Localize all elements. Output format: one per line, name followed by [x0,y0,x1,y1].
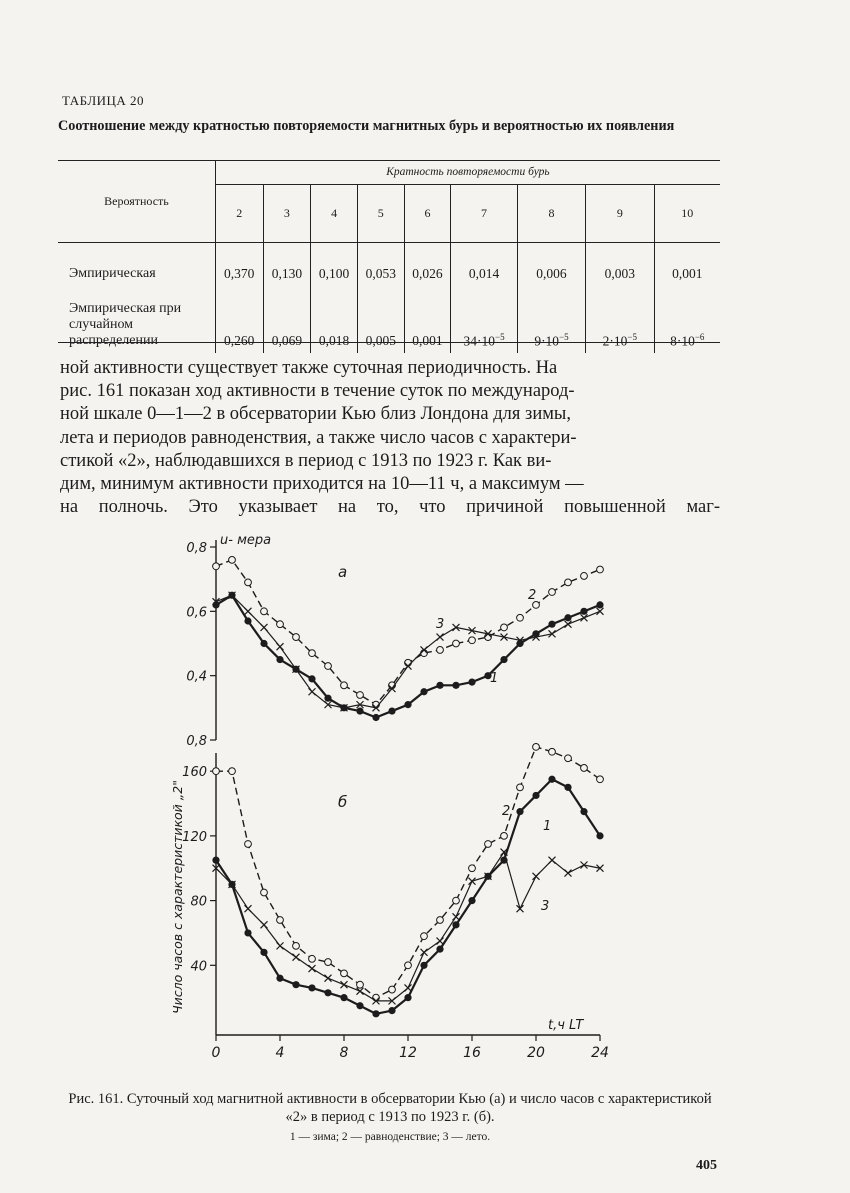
y-tick-label: 0,8 [186,734,207,749]
series-line-3 [216,852,600,1001]
data-point [517,614,524,621]
data-point [261,608,268,615]
data-point [277,942,284,949]
table-cell: 0,130 [263,243,311,300]
data-point [597,608,604,615]
data-point [453,897,460,904]
data-point [324,989,331,996]
top-axis-label: u- мера [220,533,272,548]
table-bottom-rule [58,342,720,343]
table-cell: 0,014 [451,243,518,300]
data-point [356,1002,363,1009]
table-cell: 0,370 [215,243,263,300]
text-line: дим, минимум активности приходится на 10—11 ч, а максимум — [60,474,584,495]
data-point [549,857,556,864]
data-point [501,832,508,839]
y-tick-label: 160 [182,765,207,781]
text-line: рис. 161 показан ход активности в течение суток по международ- [60,381,575,402]
series-label: 1 [543,819,552,834]
data-point [565,621,572,628]
data-point [261,889,268,896]
text-line: на полночь. Это указывает на то, что причиной повышенной маг- [60,497,720,518]
data-point [260,640,267,647]
data-point [581,765,588,772]
data-point [277,643,284,650]
data-point [261,624,268,631]
data-point [500,656,507,663]
data-point [420,962,427,969]
text-line: стикой «2», наблюдавшихся в период с 1913 по 1923 г. Как ви- [60,450,552,471]
series-line-2 [216,747,600,998]
x-tick-label: 12 [399,1045,417,1061]
data-point [596,832,603,839]
y-tick-label: 0,8 [186,541,207,556]
table-row [58,299,720,353]
data-point [517,784,524,791]
table-row [58,243,720,300]
table-cell: 0,006 [517,243,585,300]
data-point [548,776,555,783]
text-line: ной активности существует также суточная периодичность. На [60,358,558,378]
data-point [565,755,572,762]
figure-161 [150,525,620,1080]
series-label: 2 [502,804,511,819]
column-header: 2 [215,185,263,243]
data-point [549,748,556,755]
data-point [308,675,315,682]
table-cell: 0,001 [404,299,451,353]
data-point [436,946,443,953]
data-point [277,621,284,628]
data-point [309,688,316,695]
data-point [453,913,460,920]
data-point [405,962,412,969]
data-point [404,701,411,708]
column-header: 7 [451,185,518,243]
series-label: 2 [528,588,537,603]
data-point [597,776,604,783]
series-line-3 [216,595,600,708]
data-point [437,917,444,924]
data-point [277,917,284,924]
cell-exponent: −5 [495,331,505,342]
data-point [324,695,331,702]
data-point [581,614,588,621]
table-label: ТАБЛИЦА 20 [62,93,145,108]
table-cell: 0,100 [311,243,358,300]
data-point [468,897,475,904]
data-point [229,556,236,563]
data-point [245,608,252,615]
data-point [388,707,395,714]
data-point [469,878,476,885]
data-point [389,986,396,993]
data-point [293,942,300,949]
column-group-header: Кратность повторяемости бурь [215,160,720,185]
data-point [564,614,571,621]
data-point [388,1007,395,1014]
column-header: 6 [404,185,451,243]
data-point [229,768,236,775]
data-point [341,682,348,689]
data-point [245,905,252,912]
column-header: 3 [263,185,311,243]
data-point [357,981,364,988]
x-tick-label: 24 [591,1045,609,1061]
data-point [309,955,316,962]
data-point [260,949,267,956]
table-cell: 0,018 [311,299,358,353]
data-point [244,617,251,624]
series-line-1 [216,595,600,717]
data-point [421,933,428,940]
bottom-axis-label: Число часов с характеристикой „2" [170,780,185,1014]
series-label: 3 [436,617,445,632]
data-point [469,865,476,872]
y-tick-label: 120 [182,829,207,845]
data-point [293,634,300,641]
table-cell: 0,053 [357,243,404,300]
table-cell: 0,026 [404,243,451,300]
data-point [372,714,379,721]
text-line: лета и периодов равноденствия, а также число часов с характери- [60,427,577,448]
data-point [517,905,524,912]
table-cell: 0,260 [215,299,263,353]
cell-mantissa: 2·10 [602,333,628,348]
data-point [357,988,364,995]
series-label: 1 [490,671,499,686]
figure-labels [170,533,609,1061]
x-tick-label: 20 [527,1045,545,1061]
data-point [549,589,556,596]
figure-caption: Рис. 161. Суточный ход магнитной активности в обсерватории Кью (а) и число часов с характеристикой «2» в период с 1913 по 1923 г. (б). [68,1091,712,1125]
cell-exponent: −6 [694,331,705,342]
data-point [357,692,364,699]
body-paragraph [60,357,720,519]
x-axis-label: t,ч LT [548,1018,584,1033]
data-point [421,949,428,956]
data-point [548,621,555,628]
data-point [340,994,347,1001]
data-point [212,857,219,864]
data-point [213,563,220,570]
data-point [276,656,283,663]
table-cell [586,299,654,353]
y-tick-label: 0,6 [186,605,207,621]
column-header: 8 [517,185,585,243]
table-cell: 0,005 [357,299,404,353]
x-tick-label: 16 [463,1045,481,1061]
data-point [437,634,444,641]
column-header: 9 [586,185,654,243]
table-title: Соотношение между кратностью повторяемости магнитных бурь и вероятностью их появления [58,118,675,134]
panel-b-label: б [338,793,348,811]
column-header: 10 [654,185,720,243]
cell-mantissa: 34·10 [463,333,496,348]
data-point [453,640,460,647]
data-point [580,608,587,615]
data-point [468,679,475,686]
cell-mantissa: 8·10 [670,333,695,348]
cell-exponent: −5 [559,331,569,342]
data-point [356,707,363,714]
series-line-2 [216,560,600,705]
series-label: 3 [541,899,550,914]
x-tick-label: 4 [275,1045,285,1061]
table-cell: 0,069 [263,299,311,353]
row-name: Эмпирическая при случайном распределении [69,301,182,348]
cell-mantissa: 9·10 [534,333,560,348]
data-point [341,981,348,988]
data-point [452,682,459,689]
table-cell: 0,003 [586,243,654,300]
data-point [405,984,412,991]
data-point [292,981,299,988]
data-point [581,573,588,580]
data-point [404,994,411,1001]
figure-legend: 1 — зима; 2 — равноденствие; 3 — лето. [289,1131,491,1143]
text-line: ной шкале 0—1—2 в обсерватории Кью близ Лондона для зимы, [60,404,571,425]
data-point [308,984,315,991]
data-point [325,663,332,670]
page-number: 405 [696,1158,717,1173]
table-cell [517,299,585,353]
data-point [213,768,220,775]
data-point [565,870,572,877]
data-point [309,965,316,972]
data-point [437,938,444,945]
table-cell [451,299,518,353]
y-tick-label: 0,4 [186,669,207,685]
panel-a-label: а [338,563,348,581]
row-header: Вероятность [58,160,215,243]
data-point [341,970,348,977]
table-cell: 0,001 [654,243,720,300]
y-tick-label: 80 [190,894,207,910]
data-point [533,873,540,880]
data-point [245,579,252,586]
data-point [293,954,300,961]
data-point [596,601,603,608]
data-point [485,841,492,848]
data-point [261,921,268,928]
figure-marks [212,556,603,1017]
data-point [580,808,587,815]
data-point [597,566,604,573]
x-tick-label: 8 [339,1045,349,1061]
y-tick-label: 40 [190,959,207,975]
data-point [325,975,332,982]
data-point [532,792,539,799]
column-header: 5 [357,185,404,243]
data-point [372,1010,379,1017]
cell-exponent: −5 [627,331,637,342]
data-point [309,650,316,657]
x-tick-label: 0 [211,1045,221,1061]
data-point [564,784,571,791]
data-point [276,975,283,982]
data-point [516,808,523,815]
data-point [244,929,251,936]
data-point [245,841,252,848]
row-name: Эмпирическая [69,266,156,281]
column-header: 4 [311,185,358,243]
data-table [58,160,720,353]
table-cell [654,299,720,353]
series-line-1 [216,779,600,1014]
data-point [501,624,508,631]
data-point [469,637,476,644]
data-point [452,921,459,928]
data-point [437,647,444,654]
data-point [420,688,427,695]
data-point [325,959,332,966]
data-point [533,744,540,751]
data-point [565,579,572,586]
data-point [436,682,443,689]
